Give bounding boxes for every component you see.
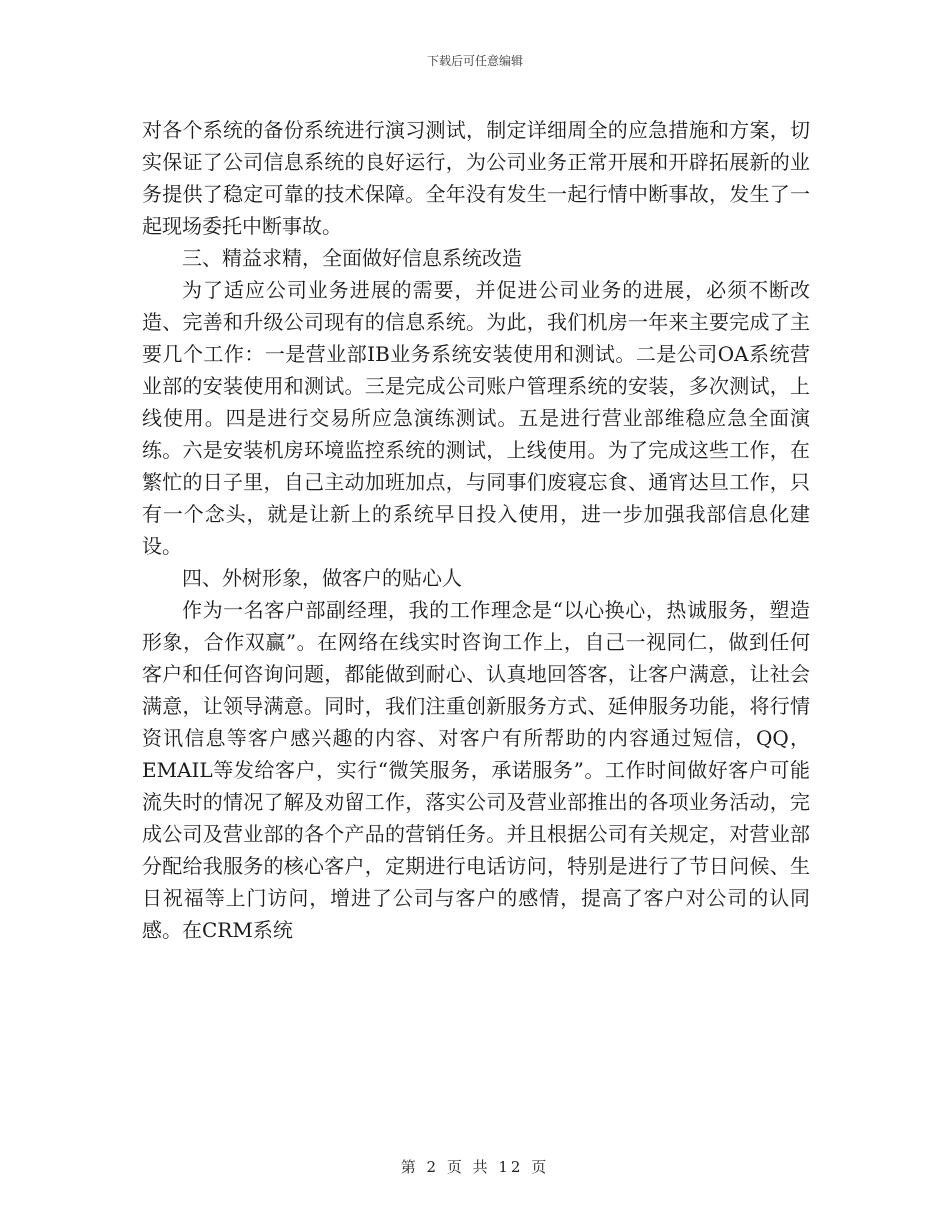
document-body	[142, 114, 810, 946]
paragraph-continued: 对各个系统的备份系统进行演习测试，制定详细周全的应急措施和方案，切实保证了公司信息系统的良好运行，为公司业务正常开展和开辟拓展新的业务提供了稳定可靠的技术保障。全年没有发生一起行情中断事故，发生了一起现场委托中断事故。	[142, 118, 810, 238]
section-heading-3: 三、精益求精，全面做好信息系统改造	[182, 246, 522, 270]
page-header: 下载后可任意编辑	[426, 54, 523, 68]
page-number-footer: 第 2 页 共 12 页	[400, 1158, 550, 1176]
paragraph-customer-service: 作为一名客户部副经理，我的工作理念是“以心换心，热诚服务，塑造形象，合作双赢”。在网络在线实时咨询工作上，自己一视同仁，做到任何客户和任何咨询问题，都能做到耐心、认真地回答客，让客户满意，让社会满意，让领导满意。同时，我们注重创新服务方式、延伸服务功能，将行情资讯信息等客户感兴趣的内容、对客户有所帮助的内容通过短信，QQ，EMAIL等发给客户，实行“微笑服务，承诺服务”。工作时间做好客户可能流失时的情况了解及劝留工作，落实公司及营业部推出的各项业务活动，完成公司及营业部的各个产品的营销任务。并且根据公司有关规定，对营业部分配给我服务的核心客户，定期进行电话访问，特别是进行了节日问候、生日祝福等上门访问，增进了公司与客户的感情，提高了客户对公司的认同感。在CRM系统	[142, 598, 810, 942]
section-heading-4: 四、外树形象，做客户的贴心人	[182, 566, 462, 590]
paragraph-system-upgrade: 为了适应公司业务进展的需要，并促进公司业务的进展，必须不断改造、完善和升级公司现有的信息系统。为此，我们机房一年来主要完成了主要几个工作：一是营业部IB业务系统安装使用和测试。二是公司OA系统营业部的安装使用和测试。三是完成公司账户管理系统的安装，多次测试，上线使用。四是进行交易所应急演练测试。五是进行营业部维稳应急全面演练。六是安装机房环境监控系统的测试，上线使用。为了完成这些工作，在繁忙的日子里，自己主动加班加点，与同事们废寝忘食、通宵达旦工作，只有一个念头，就是让新上的系统早日投入使用，进一步加强我部信息化建设。	[142, 278, 810, 558]
